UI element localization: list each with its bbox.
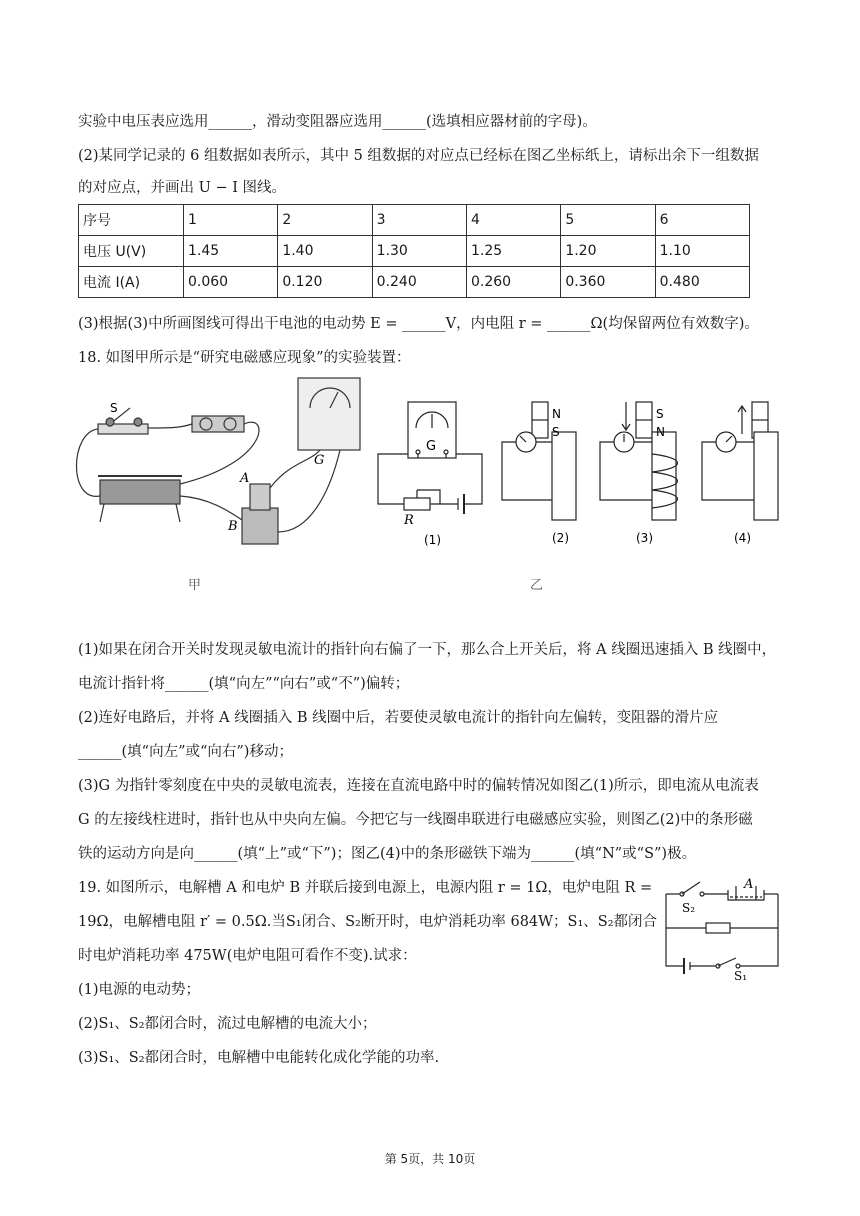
table-cell: 0.480: [655, 267, 749, 298]
table-row: [79, 267, 750, 298]
table-cell: 6: [655, 205, 749, 236]
table-cell: 0.260: [466, 267, 560, 298]
text-line-3: 的对应点，并画出 U − I 图线。: [78, 180, 287, 196]
label-part-3: (3): [636, 531, 653, 545]
question-19-line-1: 19. 如图所示，电解槽 A 和电炉 B 并联后接到电源上，电源内阻 r = 1Ω，电炉电阻 R =: [78, 880, 653, 896]
caption-jia: 甲: [188, 578, 202, 593]
question-18-title: 18. 如图甲所示是“研究电磁感应现象”的实验装置：: [78, 350, 411, 366]
table-cell: 1.10: [655, 236, 749, 267]
figure-yi-2: [496, 396, 596, 548]
table-cell: 1.20: [561, 236, 655, 267]
text-line-11: G 的左接线柱进时，指针也从中央向左偏。今把它与一线圈串联进行电磁感应实验，则图乙(2)中的条形磁: [78, 812, 753, 828]
label-s-2: S: [552, 425, 560, 439]
caption-yi: 乙: [530, 578, 544, 593]
table-cell: 0.060: [184, 267, 278, 298]
text-line-1: 实验中电压表应选用______，滑动变阻器应选用______(选填相应器材前的字母)。: [78, 114, 597, 130]
question-19-line-3: 时电炉消耗功率 475W(电炉电阻可看作不变).试求：: [78, 948, 417, 964]
text-line-12: 铁的运动方向是向______(填“上”或“下”)；图乙(4)中的条形磁铁下端为______(填“N”或“S”)极。: [78, 846, 697, 862]
label-n-2: N: [552, 407, 561, 421]
label-part-2: (2): [552, 531, 569, 545]
figure-yi-3: [596, 396, 696, 548]
text-line-9: ______(填“向左”或“向右”)移动；: [78, 744, 293, 760]
label-s1: S₁: [734, 969, 748, 983]
label-s-3: S: [656, 407, 664, 421]
page-footer: 第 5页，共 10页: [384, 1152, 476, 1166]
question-19-line-2: 19Ω，电解槽电阻 r′ = 0.5Ω.当S₁闭合、S₂断开时，电炉消耗功率 684W；S₁、S₂都闭合: [78, 914, 658, 930]
label-a-19: A: [744, 877, 754, 892]
question-19-part-1: (1)电源的电动势；: [78, 982, 201, 998]
data-table: [78, 204, 750, 298]
figure-jia-apparatus: [70, 372, 370, 552]
table-row: [79, 236, 750, 267]
table-cell: 电压 U(V): [79, 236, 184, 267]
table-cell: 4: [466, 205, 560, 236]
table-cell: 电流 I(A): [79, 267, 184, 298]
label-b: B: [228, 519, 238, 534]
text-line-2: (2)某同学记录的 6 组数据如表所示，其中 5 组数据的对应点已经标在图乙坐标纸上，请标出余下一组数据: [78, 148, 759, 164]
figure-yi-1-galvanometer-circuit: [374, 398, 490, 548]
label-part-1: (1): [424, 533, 441, 547]
table-row: [79, 205, 750, 236]
text-line-4: (3)根据(3)中所画图线可得出干电池的电动势 E = ______V，内电阻 r = ______Ω(均保留两位有效数字)。: [78, 316, 759, 332]
table-cell: 2: [278, 205, 372, 236]
question-19-part-2: (2)S₁、S₂都闭合时，流过电解槽的电流大小；: [78, 1016, 377, 1032]
table-cell: 0.120: [278, 267, 372, 298]
label-s: S: [110, 401, 118, 415]
table-cell: 1.45: [184, 236, 278, 267]
table-cell: 0.240: [372, 267, 466, 298]
question-19-part-3: (3)S₁、S₂都闭合时，电解槽中电能转化成化学能的功率.: [78, 1050, 440, 1066]
label-a: A: [240, 471, 250, 486]
text-line-10: (3)G 为指针零刻度在中央的灵敏电流表，连接在直流电路中时的偏转情况如图乙(1)所示，即电流从电流表: [78, 778, 759, 794]
label-r: R: [404, 513, 414, 528]
figure-19-circuit: [660, 876, 784, 982]
text-line-8: (2)连好电路后，并将 A 线圈插入 B 线圈中后，若要使灵敏电流计的指针向左偏转，变阻器的滑片应: [78, 710, 719, 726]
table-cell: 5: [561, 205, 655, 236]
table-cell: 序号: [79, 205, 184, 236]
label-n-3: N: [656, 425, 665, 439]
table-cell: 1.30: [372, 236, 466, 267]
text-line-7: 电流计指针将______(填“向左”“向右”或“不”)偏转；: [78, 676, 410, 692]
label-g-yi: G: [426, 439, 437, 454]
table-cell: 3: [372, 205, 466, 236]
table-cell: 1.40: [278, 236, 372, 267]
label-part-4: (4): [734, 531, 751, 545]
label-g: G: [314, 453, 325, 468]
text-line-6: (1)如果在闭合开关时发现灵敏电流计的指针向右偏了一下，那么合上开关后，将 A 线圈迅速插入 B 线圈中，: [78, 642, 777, 658]
table-cell: 1: [184, 205, 278, 236]
figure-yi-4: [696, 396, 796, 548]
table-cell: 1.25: [466, 236, 560, 267]
table-cell: 0.360: [561, 267, 655, 298]
label-s2: S₂: [682, 901, 696, 915]
